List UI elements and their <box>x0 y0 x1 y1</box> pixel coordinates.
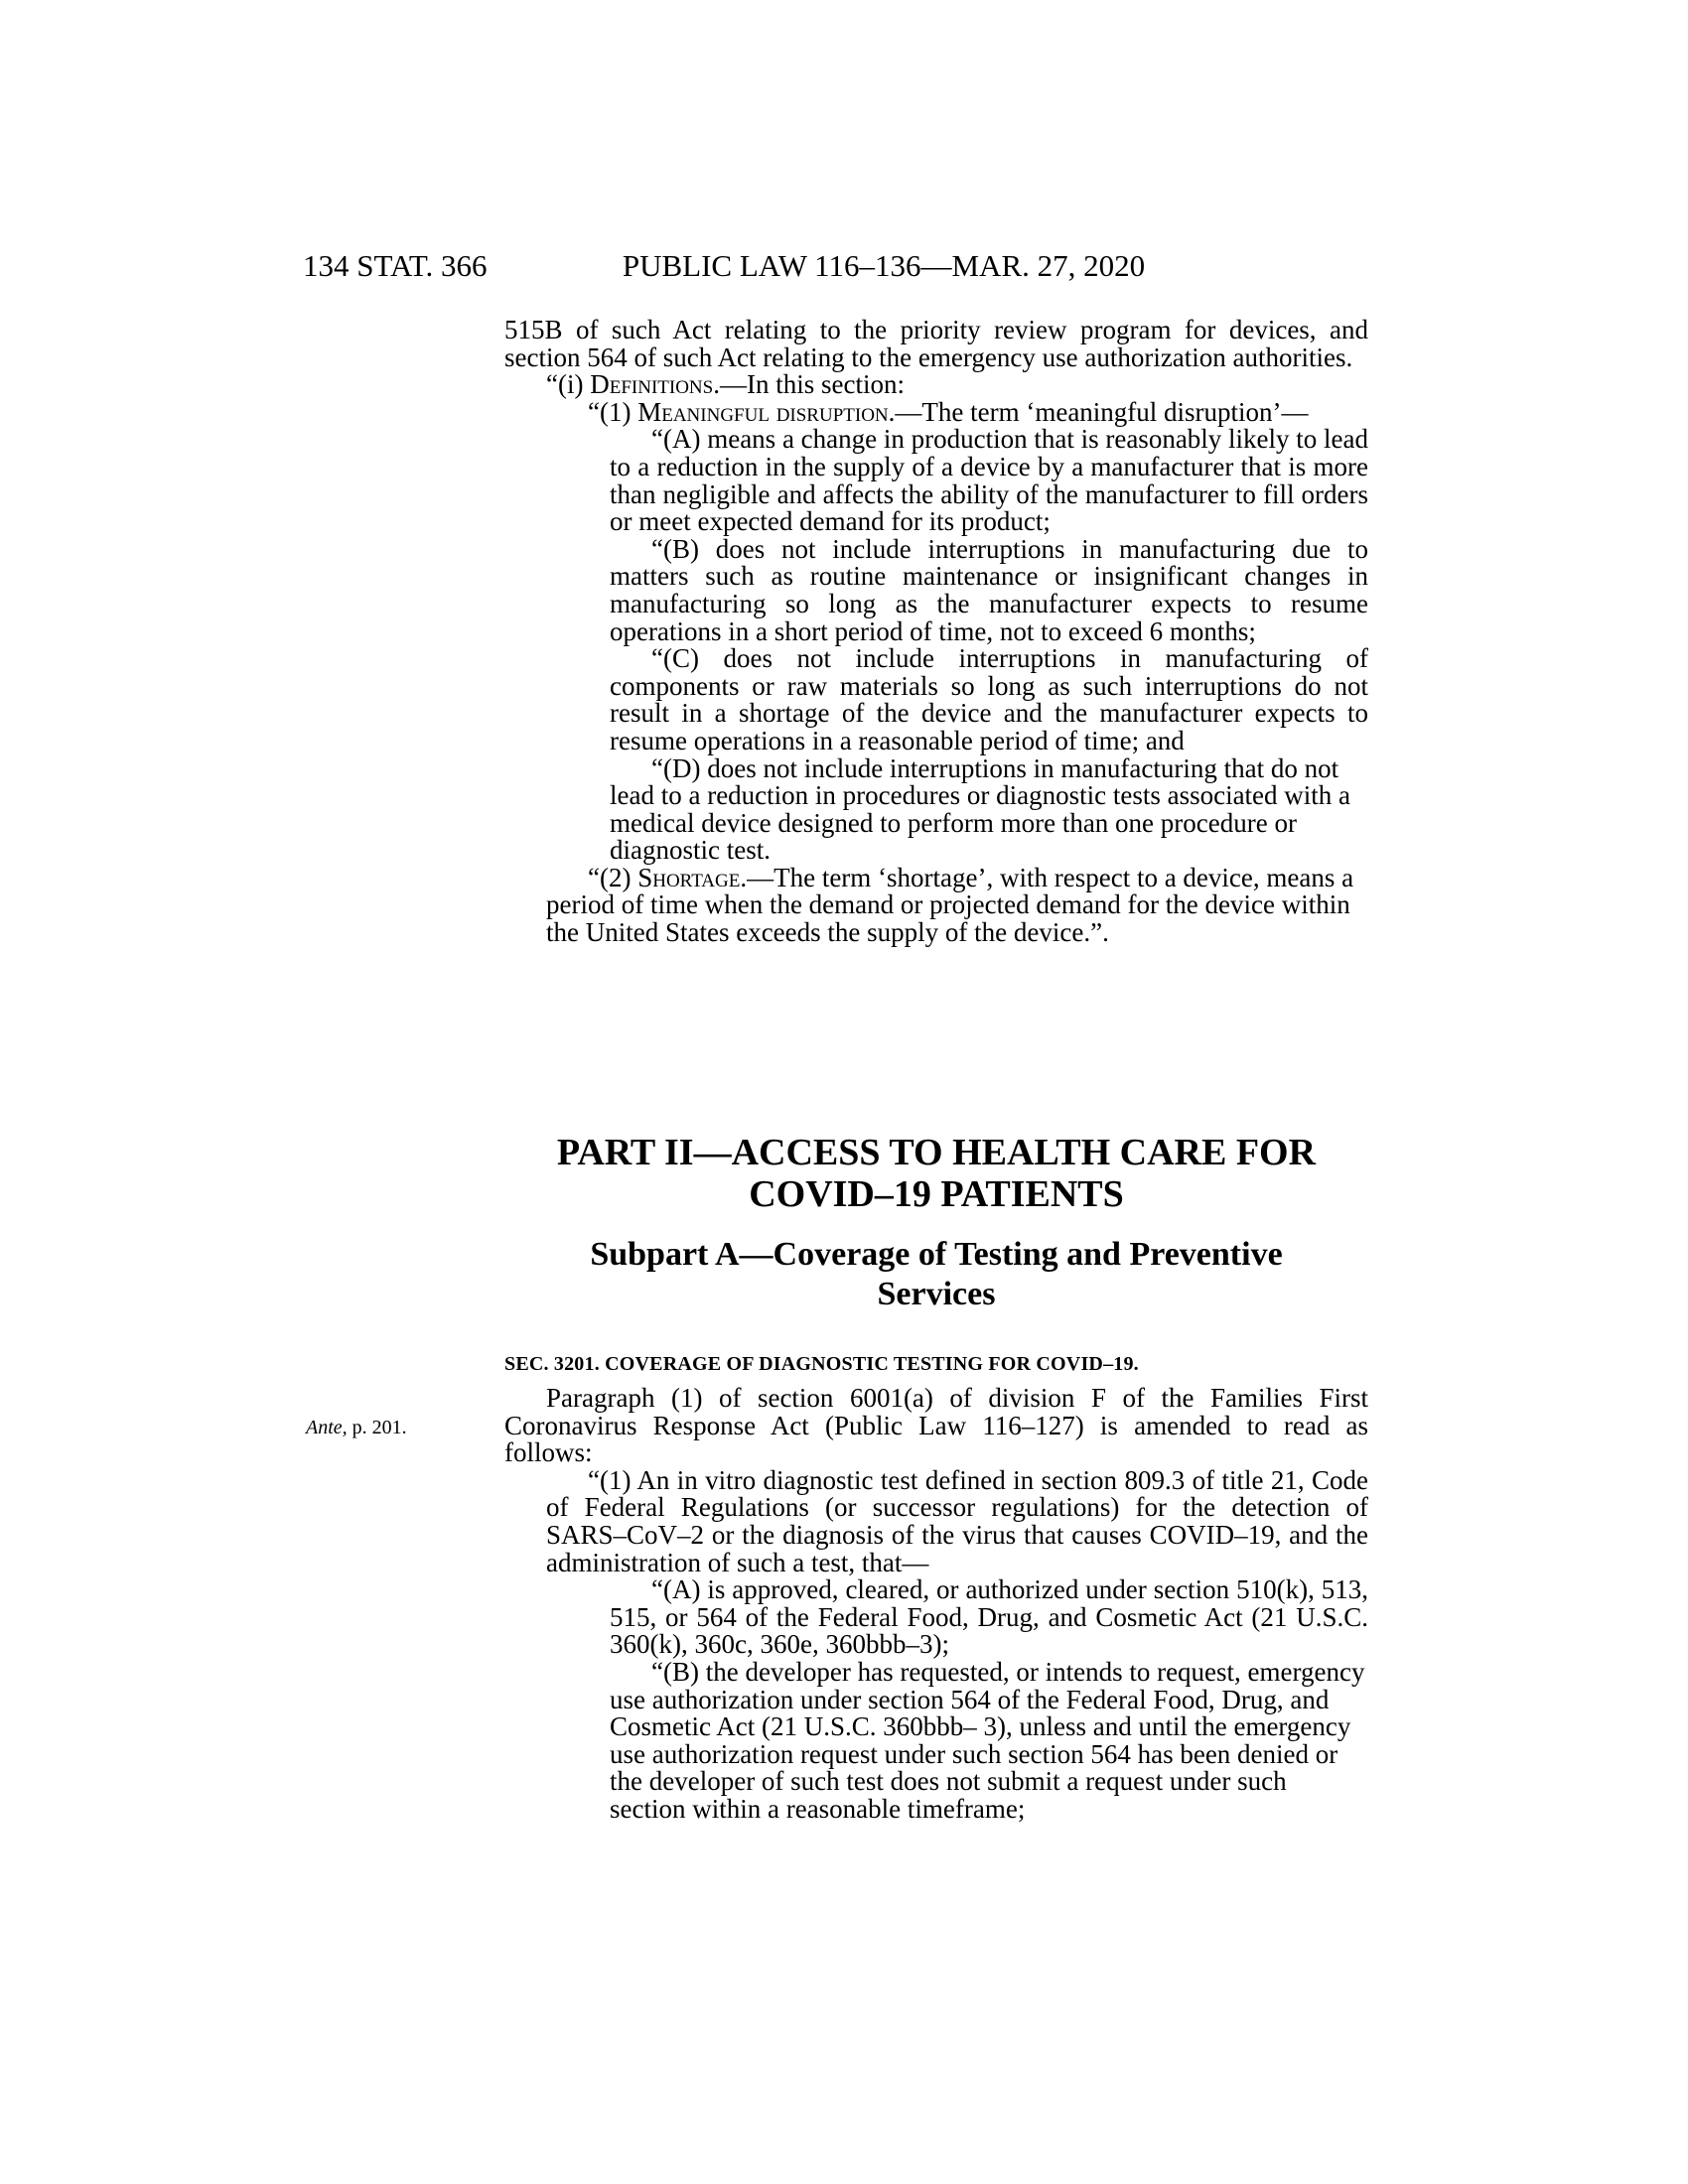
margin-note: Ante, p. 201. <box>306 1417 407 1438</box>
shortage-heading: Shortage <box>637 862 741 892</box>
subparagraph-b: “(B) does not include interruptions in manufacturing due to matters such as routine maintenance or insignificant changes in manufacturing so long as the manufacturer expects to resume operations in a short period of time, not to exceed 6 months; <box>610 533 1368 646</box>
paragraph-continuation: 515B of such Act relating to the priority review program for devices, and section 564 of such Act relating to the emergency use authorization authorities. <box>504 315 1368 372</box>
page-citation: 134 STAT. 366 <box>303 248 488 283</box>
subparagraph-b: “(B) the developer has requested, or intends to request, emergency use authorization under section 564 of the Federal Food, Drug, and Cosmetic Act (21 U.S.C. 360bbb– 3), unless and until the emergency use authorization request under such section 564 has been denied or the developer of such test does not submit a request under such section within a reasonable timeframe; <box>610 1656 1365 1824</box>
shortage-paragraph: “(2) Shortage.—The term ‘shortage’, with respect to a device, means a period of time when the demand or projected demand for the device within the United States exceeds the supply of the device.”. <box>546 862 1354 948</box>
meaningful-disruption-heading: Meaningful disruption <box>637 396 889 427</box>
subparagraph-a: “(A) means a change in production that is reasonably likely to lead to a reduction in the supply of a device by a manufacturer that is more than negligible and affects the ability of the manufacturer to fill orders or meet expected demand for its product; <box>610 424 1369 537</box>
subparagraph-a: “(A) is approved, cleared, or authorized under section 510(k), 513, 515, or 564 of the Federal Food, Drug, and Cosmetic Act (21 U.S.C. 360(k), 360c, 360e, 360bbb–3); <box>610 1574 1368 1660</box>
text-block-2 <box>504 1385 1368 1824</box>
running-header: PUBLIC LAW 116–136—MAR. 27, 2020 <box>622 248 1146 283</box>
meaningful-disruption-paragraph: “(1) Meaningful disruption.—The term ‘meaningful disruption’— <box>588 396 1309 427</box>
subpart-title: Subpart A—Coverage of Testing and Preventive Services <box>590 1236 1283 1312</box>
definitions-heading: Definitions <box>590 369 714 400</box>
subparagraph-d: “(D) does not include interruptions in manufacturing that do not lead to a reduction in procedures or diagnostic tests associated with a medical device designed to perform more than one procedure or diagnostic test. <box>610 752 1351 866</box>
paragraph-1: “(1) An in vitro diagnostic test defined in section 809.3 of title 21, Code of Federal Regulations (or successor regulations) for the detection of SARS–CoV–2 or the diagnosis of the virus that causes COVID–19, and the administration of such a test, that— <box>546 1464 1368 1577</box>
amendment-intro: Paragraph (1) of section 6001(a) of division F of the Families First Coronavirus Response Act (Public Law 116–127) is amended to read as follows: <box>504 1383 1368 1468</box>
section-heading: SEC. 3201. COVERAGE OF DIAGNOSTIC TESTING FOR COVID–19. <box>504 1353 1139 1375</box>
definitions-subsection: “(i) Definitions.—In this section: <box>546 369 905 400</box>
part-title: PART II—ACCESS TO HEALTH CARE FOR COVID–19 PATIENTS <box>556 1132 1317 1215</box>
subparagraph-c: “(C) does not include interruptions in manufacturing of components or raw materials so long as such interruptions do not result in a shortage of the device and the manufacturer expects to resume operations in a reasonable period of time; and <box>610 643 1368 755</box>
text-block-1 <box>504 317 1368 947</box>
